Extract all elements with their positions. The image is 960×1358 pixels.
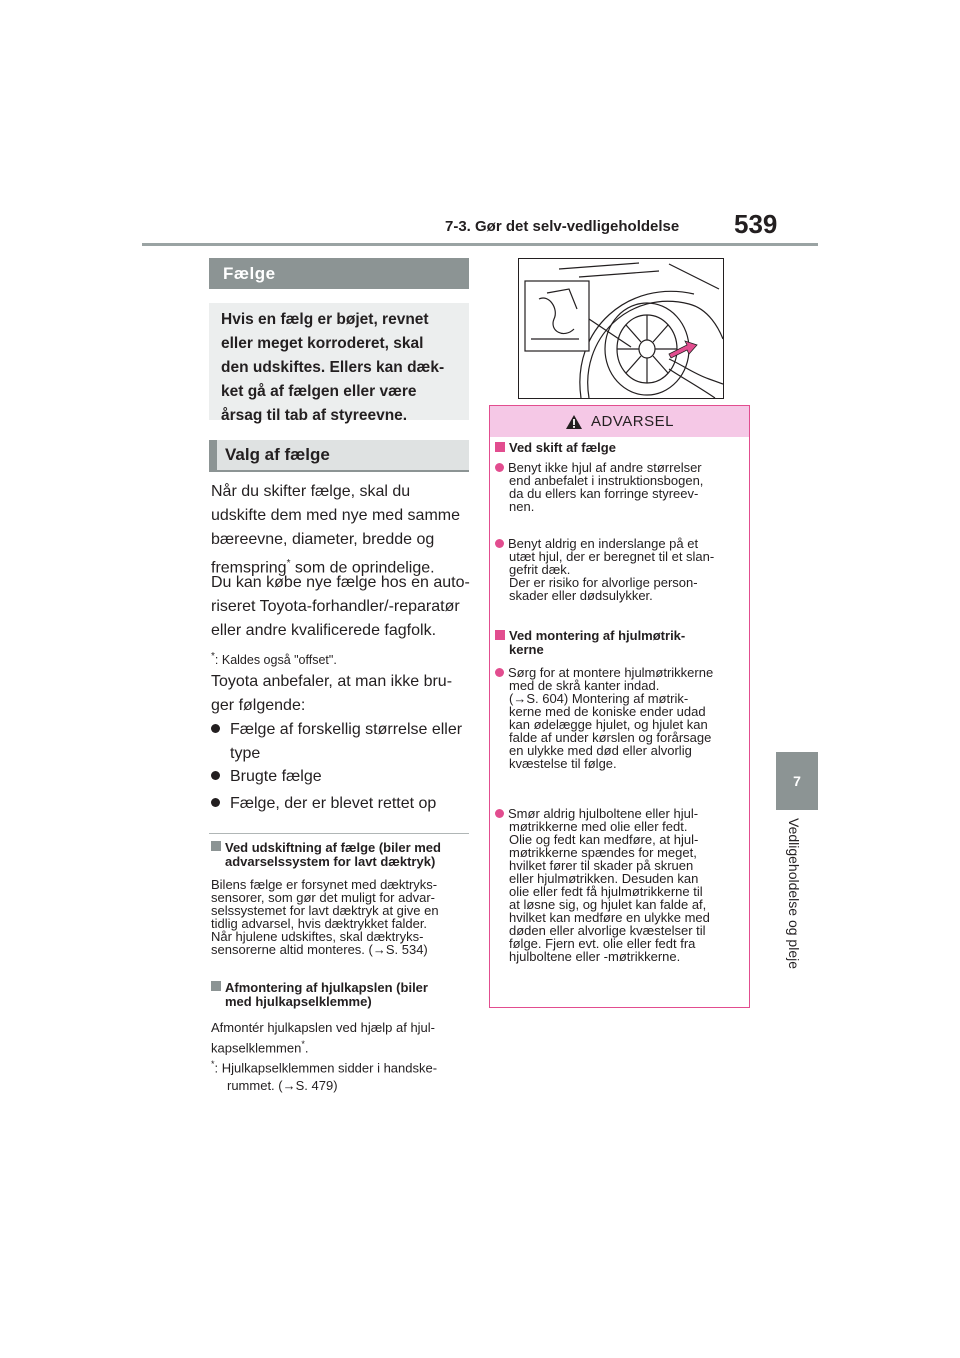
text-line: kvæstelse til følge. <box>509 756 617 771</box>
text-line: døden eller alvorlige kvæstelser til <box>509 923 706 938</box>
text-line: en ulykke med død eller alvorlig <box>509 743 692 758</box>
text-line: selssystemet for lavt dæktryk at give en <box>211 903 439 918</box>
warning-header <box>490 406 749 437</box>
text-line: riseret Toyota-forhandler/-reparatør <box>211 598 460 615</box>
intro-line: den udskiftes. Ellers kan dæk- <box>221 359 445 376</box>
intro-line: eller meget korroderet, skal <box>221 335 424 352</box>
text-line: udskifte dem med nye med samme <box>211 507 460 524</box>
bullet-icon <box>211 771 220 780</box>
warning-item <box>495 461 745 513</box>
text-line: da du ellers kan forringe styreev- <box>509 486 699 501</box>
bullet-text: Brugte fælge <box>230 768 322 785</box>
text-line: olie eller fedt få hjulmøtrikkerne til <box>509 884 703 899</box>
hubcap-body <box>211 1019 469 1094</box>
text-line: Benyt ikke hjul af andre størrelser <box>508 460 702 475</box>
text-line: følge. Fjern evt. olie eller fedt fra <box>509 936 696 951</box>
text-line: gefrit dæk. <box>509 562 571 577</box>
warning-item <box>495 807 745 963</box>
text-line: sensorer, som gør det muligt for advar- <box>211 890 435 905</box>
footnote-marker[interactable]: * <box>301 1039 305 1049</box>
bullet-text: Fælge af forskellig størrelse eller <box>230 721 463 738</box>
bullet-icon <box>495 809 504 818</box>
text-line: bæreevne, diameter, bredde og <box>211 531 435 548</box>
footnote-text: : Hjulkapselklemmen sidder i handske- <box>214 1060 438 1076</box>
intro-box <box>209 303 469 424</box>
subheading-text: Afmontering af hjulkapslen (biler <box>225 980 428 995</box>
square-bullet-icon <box>211 841 221 851</box>
text-line: Toyota anbefaler, at man ikke bru- <box>211 673 453 690</box>
text-line: Der er risiko for alvorlige person- <box>509 575 698 590</box>
warning-triangle-icon <box>565 414 583 430</box>
square-bullet-icon <box>495 442 505 452</box>
footnote-2 <box>211 1056 469 1076</box>
text-line: skader eller dødsulykker. <box>509 588 653 603</box>
text-line: falde af under kørslen og forårsage <box>509 730 712 745</box>
subheading-text-cont: advarselssystem for lavt dæktryk) <box>225 854 436 869</box>
subheading-text-cont: kerne <box>509 642 544 657</box>
text-line: Sørg for at montere hjulmøtrikkerne <box>508 665 714 680</box>
hubcap-removal-illustration <box>518 258 724 399</box>
footnote-marker: * <box>211 651 215 662</box>
text-line: Benyt aldrig en inderslange på et <box>508 536 699 551</box>
text-line: Bilens fælge er forsynet med dæktryks- <box>211 877 438 892</box>
divider <box>209 833 469 834</box>
text-line: Når du skifter fælge, skal du <box>211 483 411 500</box>
text-line: nen. <box>509 499 535 514</box>
warning-subheading <box>495 441 745 455</box>
text-line: Olie og fedt kan medføre, at hjul- <box>509 832 699 847</box>
footnote-text: : Kaldes også "offset". <box>214 653 337 668</box>
warning-title: ADVARSEL <box>591 413 674 430</box>
bullet-item <box>211 792 473 816</box>
intro-line: ket gå af fælgen eller være <box>221 383 417 400</box>
wheel-illustration-icon <box>519 259 723 398</box>
footnote-text-cont: rummet. (→S. 479) <box>227 1077 338 1093</box>
text-line: at løsne sig, og hjulet kan falde af, <box>509 897 707 912</box>
warning-subheading <box>495 629 745 657</box>
bullet-icon <box>495 668 504 677</box>
bullet-icon <box>495 463 504 472</box>
warning-item <box>495 537 745 602</box>
text-fragment: . <box>304 1040 309 1056</box>
text-line: eller andre kvalificerede fagfolk. <box>211 622 437 639</box>
bullet-item <box>211 718 473 766</box>
text-line: med de skrå kanter indad. <box>509 678 660 693</box>
section-title: 7-3. Gør det selv-vedligeholdelse <box>445 218 680 235</box>
text-fragment: kapselklemmen <box>211 1040 302 1056</box>
text-line <box>211 1036 469 1056</box>
subheading-text-cont: med hjulkapselklemme) <box>225 994 372 1009</box>
text-line: hvilket fører til skader på skruen <box>509 858 694 873</box>
bullet-icon <box>495 539 504 548</box>
subsection-heading: Valg af fælge <box>209 440 469 472</box>
text-line: eller hjulmøtrikken. Desuden kan <box>509 871 699 886</box>
footnote-marker[interactable]: * <box>286 558 291 569</box>
square-bullet-icon <box>211 981 221 991</box>
footnote-marker: * <box>211 1059 215 1070</box>
text-line: hjulboltene eller -møtrikkerne. <box>509 949 681 964</box>
warning-item <box>495 666 745 770</box>
chapter-label: Vedligeholdelse og pleje <box>786 818 802 970</box>
subheading-text: Ved udskiftning af fælge (biler med <box>225 840 441 855</box>
text-line: ger følgende: <box>211 697 306 714</box>
bullet-text-cont: type <box>230 745 261 762</box>
text-line: sensorerne altid monteres. (→S. 534) <box>211 942 428 957</box>
footnote-1 <box>211 645 473 672</box>
paragraph-1 <box>211 480 473 580</box>
header-rule <box>142 243 818 246</box>
subheading-text: Ved montering af hjulmøtrik- <box>509 628 686 643</box>
intro-line: årsag til tab af styreevne. <box>221 407 408 424</box>
subheading-text: Ved skift af fælge <box>509 440 616 455</box>
text-line: Afmontér hjulkapslen ved hjælp af hjul- <box>211 1020 436 1035</box>
text-line: kan ødelægge hjulet, og hjulet kan <box>509 717 708 732</box>
text-line: (→S. 604) Montering af møtrik- <box>509 691 689 706</box>
chapter-tab[interactable]: 7 <box>776 752 818 810</box>
text-fragment: fremspring <box>211 559 287 577</box>
bullet-item <box>211 765 473 789</box>
text-line: møtrikkerne med olie eller fedt. <box>509 819 688 834</box>
intro-line: Hvis en fælg er bøjet, revnet <box>221 311 429 328</box>
subheading-hubcap <box>211 981 469 1009</box>
text-line: Smør aldrig hjulboltene eller hjul- <box>508 806 699 821</box>
page-number: 539 <box>734 209 778 239</box>
text-line: Når hjulene udskiftes, skal dæktryks- <box>211 929 424 944</box>
text-line: kerne med de koniske ender udad <box>509 704 706 719</box>
paragraph-2 <box>211 571 473 643</box>
text-line: møtrikkerne spændes for meget, <box>509 845 697 860</box>
text-fragment: som de oprindelige. <box>290 559 435 577</box>
subheading-tpms <box>211 841 469 869</box>
bullet-icon <box>211 724 220 733</box>
text-line: tidlig advarsel, hvis dæktrykket falder. <box>211 916 428 931</box>
text-line: hvilket kan medføre en ulykke med <box>509 910 710 925</box>
bullet-text: Fælge, der er blevet rettet op <box>230 795 437 812</box>
text-line: end anbefalet i instruktionsbogen, <box>509 473 704 488</box>
section-heading: Fælge <box>209 258 469 289</box>
text-line: utæt hjul, der er beregnet til et slan- <box>509 549 715 564</box>
paragraph-3 <box>211 670 473 718</box>
tpms-body <box>211 878 469 956</box>
square-bullet-icon <box>495 630 505 640</box>
text-line: Du kan købe nye fælge hos en auto- <box>211 574 470 591</box>
bullet-icon <box>211 798 220 807</box>
